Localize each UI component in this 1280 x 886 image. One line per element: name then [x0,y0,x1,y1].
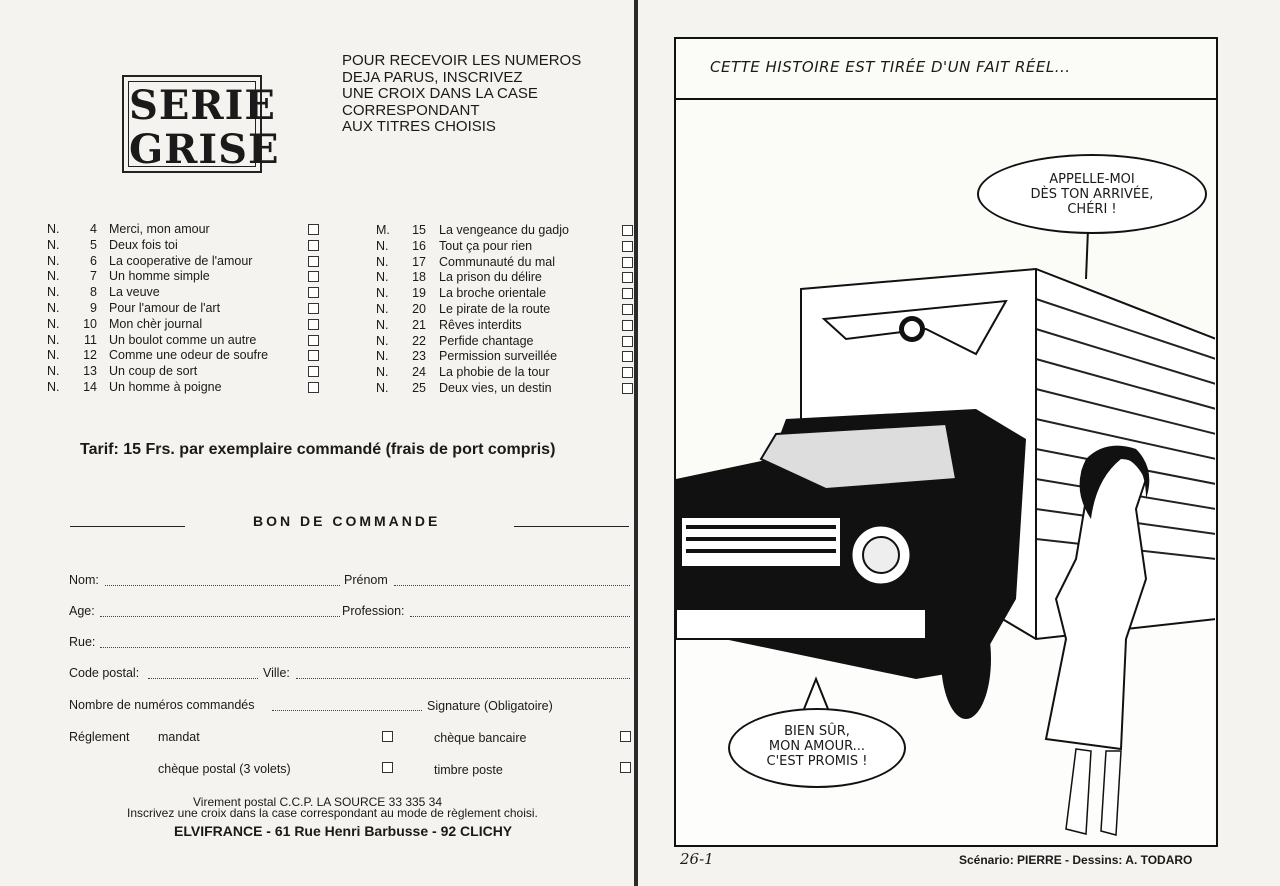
title-checkbox[interactable] [622,367,633,378]
nombre-label: Nombre de numéros commandés [69,698,255,712]
row-letter: N. [47,269,60,284]
logo-line-2: GRISE [129,126,280,173]
title-checkbox[interactable] [308,287,319,298]
title-row [47,364,322,380]
profession-label: Profession: [342,604,405,618]
signature-label: Signature (Obligatoire) [427,699,553,713]
row-letter: N. [376,317,389,332]
row-letter: N. [47,253,60,268]
title-checkbox[interactable] [622,351,633,362]
serie-grise-logo [122,75,280,173]
code-postal-field[interactable] [148,678,258,679]
row-letter: N. [47,237,60,252]
cheque-postal-checkbox[interactable] [382,762,393,773]
title-row [47,301,322,317]
title-row [376,318,636,334]
cheque-bancaire-checkbox[interactable] [620,731,631,742]
row-letter: M. [376,223,390,237]
row-number: 16 [412,238,426,253]
row-title: Perfide chantage [439,333,534,348]
row-letter: N. [376,238,389,253]
row-title: La vengeance du gadjo [439,223,569,237]
row-number: 22 [412,333,426,348]
row-title: Tout ça pour rien [439,238,533,253]
title-row [376,349,636,365]
row-number: 24 [412,365,426,380]
title-row [47,238,322,254]
title-checkbox[interactable] [622,336,633,347]
title-row [376,239,636,255]
row-letter: N. [376,365,389,380]
row-title: Permission surveillée [439,349,558,364]
reglement-label: Réglement [69,730,130,744]
timbre-label: timbre poste [434,763,503,777]
bubble-line: APPELLE-MOI [1049,172,1135,187]
age-label: Age: [69,604,95,618]
row-number: 8 [90,285,97,300]
title-row [376,365,636,381]
intro-line: CORRESPONDANT [342,101,480,119]
title-checkbox[interactable] [308,335,319,346]
row-title: Deux vies, un destin [439,381,552,395]
row-title: Pour l'amour de l'art [109,301,221,315]
intro-line: AUX TITRES CHOISIS [342,118,496,135]
book-spine [634,0,638,886]
row-letter: N. [47,316,60,331]
title-row [376,381,636,397]
row-letter: N. [376,333,389,348]
nom-label: Nom: [69,573,99,587]
row-number: 19 [412,286,426,301]
row-title: Rêves interdits [439,317,522,332]
row-number: 5 [90,237,97,252]
intro-line: UNE CROIX DANS LA CASE [342,85,538,102]
title-checkbox[interactable] [622,225,633,236]
row-letter: N. [376,302,389,316]
row-letter: N. [47,285,60,300]
title-checkbox[interactable] [308,240,319,251]
title-row [47,254,322,270]
title-row [376,270,636,286]
row-number: 21 [412,317,426,332]
row-title: Un boulot comme un autre [109,332,257,347]
speech-bubble-top [977,154,1207,234]
row-letter: N. [376,286,389,301]
row-title: Comme une odeur de soufre [109,348,269,363]
title-checkbox[interactable] [308,350,319,361]
row-title: Un coup de sort [109,364,198,379]
cheque-bancaire-label: chèque bancaire [434,731,527,745]
row-title: Communauté du mal [439,254,556,269]
row-title: Mon chèr journal [109,316,203,331]
bon-de-commande-heading: BON DE COMMANDE [253,513,441,529]
credits: Scénario: PIERRE - Dessins: A. TODARO [959,853,1193,867]
title-row [47,380,322,396]
row-letter: N. [47,332,60,347]
row-title: La veuve [109,285,160,300]
bubble-line: C'EST PROMIS ! [766,754,868,769]
title-row [376,255,636,271]
row-letter: N. [376,270,389,285]
row-number: 14 [83,380,97,394]
title-row [376,334,636,350]
title-checkbox[interactable] [308,224,319,235]
title-checkbox[interactable] [308,366,319,377]
nombre-field[interactable] [272,710,422,711]
row-letter: N. [376,254,389,269]
title-row [47,269,322,285]
divider-left [70,526,185,527]
title-checkbox[interactable] [622,272,633,283]
timbre-checkbox[interactable] [620,762,631,773]
title-row [47,333,322,349]
instruction-line: Inscrivez une croix dans la case correspondant au mode de règlement choisi. [127,806,538,820]
row-title: Merci, mon amour [109,222,210,236]
publisher-address: ELVIFRANCE - 61 Rue Henri Barbusse - 92 CLICHY [174,823,513,839]
row-title: La phobie de la tour [439,365,550,380]
cheque-postal-label: chèque postal (3 volets) [158,762,291,776]
title-checkbox[interactable] [622,304,633,315]
row-title: La prison du délire [439,270,542,285]
mandat-label: mandat [158,730,200,744]
row-number: 20 [412,302,426,316]
title-row [47,285,322,301]
row-number: 10 [83,316,97,331]
title-checkbox[interactable] [622,241,633,252]
title-checkbox[interactable] [308,303,319,314]
row-title: Un homme simple [109,269,210,284]
intro-line: POUR RECEVOIR LES NUMEROS [342,52,582,69]
bubble-line: MON AMOUR... [768,739,866,754]
title-checkbox[interactable] [308,382,319,393]
speech-bubble-bottom [728,708,906,788]
title-checkbox[interactable] [622,257,633,268]
bubble-line: BIEN SÛR, [784,724,850,739]
title-row [47,348,322,364]
title-checkbox[interactable] [622,383,633,394]
title-checkbox[interactable] [308,256,319,267]
row-letter: N. [47,364,60,379]
title-checkbox[interactable] [308,271,319,282]
row-letter: N. [47,222,60,236]
row-number: 15 [412,223,426,237]
title-row [376,223,636,239]
profession-field[interactable] [410,616,630,617]
row-number: 23 [412,349,426,364]
row-number: 4 [90,222,97,236]
row-title: La broche orientale [439,286,547,301]
row-letter: N. [47,348,60,363]
intro-line: DEJA PARUS, INSCRIVEZ [342,68,523,86]
row-number: 9 [90,301,97,315]
row-title: Deux fois toi [109,237,178,252]
logo-line-1: SERIE [129,82,276,129]
row-title: Le pirate de la route [439,302,551,316]
row-title: Un homme à poigne [109,380,222,394]
row-number: 13 [83,364,97,379]
divider-right [514,526,629,527]
title-checkbox[interactable] [622,320,633,331]
row-number: 25 [412,381,426,395]
ville-label: Ville: [263,666,290,680]
rue-label: Rue: [69,635,96,649]
row-number: 6 [90,253,97,268]
row-letter: N. [376,381,389,395]
row-number: 12 [83,348,97,363]
intro-text [342,53,622,136]
tarif-text: Tarif: 15 Frs. par exemplaire commandé (frais de port compris) [80,441,556,458]
title-row [376,286,636,302]
row-number: 11 [84,332,97,347]
prenom-field[interactable] [394,585,630,586]
title-row [47,222,322,238]
title-checkbox[interactable] [622,288,633,299]
ville-field[interactable] [296,678,630,679]
title-row [376,302,636,318]
story-caption: CETTE HISTOIRE EST TIRÉE D'UN FAIT RÉEL... [710,58,1071,76]
bubble-line: CHÉRI ! [1067,202,1117,217]
ccp-line: Virement postal C.C.P. LA SOURCE 33 335 34 [193,795,443,809]
prenom-label: Prénom [344,573,388,587]
title-checkbox[interactable] [308,319,319,330]
page-number: 26-1 [680,850,714,868]
row-letter: N. [376,349,389,364]
bubble-line: DÈS TON ARRIVÉE, [1030,187,1154,202]
row-letter: N. [47,301,60,315]
row-letter: N. [47,380,60,394]
row-number: 18 [412,270,426,285]
mandat-checkbox[interactable] [382,731,393,742]
age-field[interactable] [100,616,340,617]
row-number: 7 [90,269,97,284]
row-title: La cooperative de l'amour [109,253,253,268]
code-postal-label: Code postal: [69,666,140,680]
rue-field[interactable] [100,647,630,648]
nom-field[interactable] [105,585,340,586]
row-number: 17 [412,254,426,269]
title-row [47,317,322,333]
